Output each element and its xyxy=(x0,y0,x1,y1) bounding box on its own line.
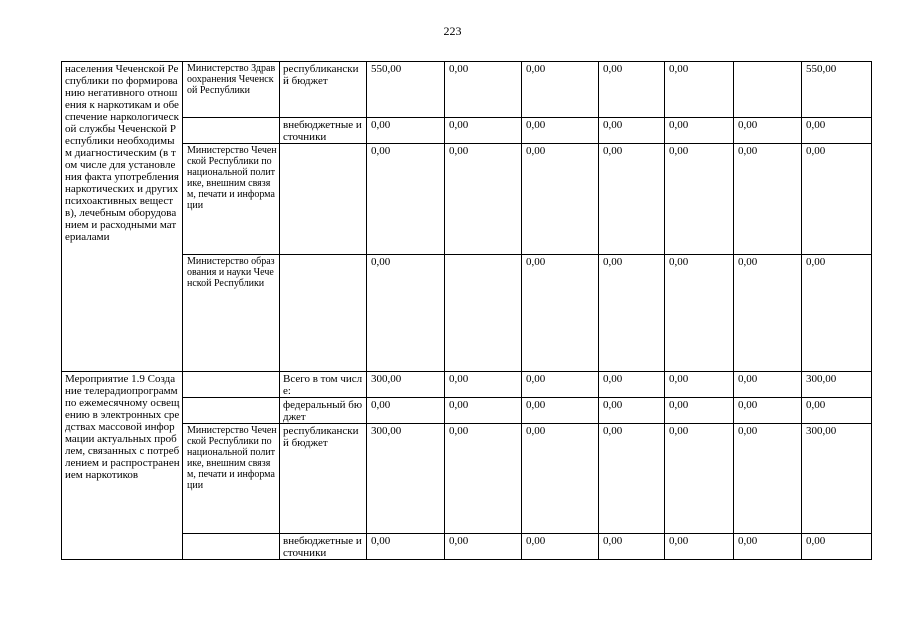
ministry-cell: Министерство Чеченской Республики по национальной политике, внешним связям, печати и информации xyxy=(183,424,280,534)
value-cell xyxy=(445,255,522,372)
value-cell: 0,00 xyxy=(665,118,734,144)
value-cell: 0,00 xyxy=(445,118,522,144)
value-cell: 0,00 xyxy=(802,534,872,560)
value-cell: 0,00 xyxy=(599,534,665,560)
value-cell: 0,00 xyxy=(522,255,599,372)
value-cell: 0,00 xyxy=(599,255,665,372)
value-cell: 0,00 xyxy=(599,372,665,398)
value-cell: 0,00 xyxy=(522,534,599,560)
funding-source-cell: внебюджетные источники xyxy=(280,534,367,560)
value-cell: 0,00 xyxy=(599,398,665,424)
value-cell: 0,00 xyxy=(367,118,445,144)
value-cell: 300,00 xyxy=(367,372,445,398)
value-cell: 0,00 xyxy=(734,255,802,372)
page-number: 223 xyxy=(443,24,462,38)
value-cell: 0,00 xyxy=(802,398,872,424)
value-cell xyxy=(734,62,802,118)
budget-table xyxy=(61,61,872,560)
value-cell: 0,00 xyxy=(522,118,599,144)
value-cell: 550,00 xyxy=(802,62,872,118)
value-cell: 0,00 xyxy=(367,144,445,255)
value-cell: 0,00 xyxy=(367,398,445,424)
ministry-cell xyxy=(183,118,280,144)
table-row xyxy=(62,62,872,118)
value-cell: 300,00 xyxy=(802,424,872,534)
value-cell: 0,00 xyxy=(734,372,802,398)
table-row xyxy=(62,372,872,398)
table-row xyxy=(62,144,872,255)
table-row xyxy=(62,398,872,424)
value-cell: 0,00 xyxy=(445,398,522,424)
value-cell: 0,00 xyxy=(522,372,599,398)
value-cell: 0,00 xyxy=(367,255,445,372)
value-cell: 0,00 xyxy=(522,424,599,534)
table-row xyxy=(62,255,872,372)
funding-source-cell xyxy=(280,255,367,372)
value-cell: 0,00 xyxy=(665,372,734,398)
value-cell: 0,00 xyxy=(734,398,802,424)
funding-source-cell: Всего в том числе: xyxy=(280,372,367,398)
table-row xyxy=(62,424,872,534)
funding-source-cell: республиканский бюджет xyxy=(280,62,367,118)
value-cell: 0,00 xyxy=(599,144,665,255)
ministry-cell xyxy=(183,534,280,560)
ministry-cell xyxy=(183,398,280,424)
value-cell: 0,00 xyxy=(665,255,734,372)
value-cell: 0,00 xyxy=(665,534,734,560)
value-cell: 0,00 xyxy=(445,144,522,255)
value-cell: 0,00 xyxy=(522,398,599,424)
value-cell: 0,00 xyxy=(445,534,522,560)
funding-source-cell xyxy=(280,144,367,255)
value-cell: 0,00 xyxy=(599,62,665,118)
value-cell: 0,00 xyxy=(445,62,522,118)
value-cell: 550,00 xyxy=(367,62,445,118)
value-cell: 0,00 xyxy=(522,62,599,118)
value-cell: 0,00 xyxy=(665,62,734,118)
value-cell: 0,00 xyxy=(665,398,734,424)
value-cell: 0,00 xyxy=(734,424,802,534)
value-cell: 0,00 xyxy=(445,424,522,534)
value-cell: 0,00 xyxy=(445,372,522,398)
value-cell: 0,00 xyxy=(802,118,872,144)
value-cell: 0,00 xyxy=(367,534,445,560)
value-cell: 0,00 xyxy=(522,144,599,255)
table-row xyxy=(62,534,872,560)
value-cell: 0,00 xyxy=(734,144,802,255)
funding-source-cell: федеральный бюджет xyxy=(280,398,367,424)
value-cell: 0,00 xyxy=(734,118,802,144)
ministry-cell: Министерство образования и науки Чеченской Республики xyxy=(183,255,280,372)
ministry-cell: Министерство Здравоохранения Чеченской Республики xyxy=(183,62,280,118)
event-description-cell: населения Чеченской Республики по формированию негативного отношения к наркотикам и обеспечение наркологической службы Чеченской Республики необходимым диагностическим (в том числе для установления факта употребления наркотических и других психоактивных веществ), лечебным оборудованием и расходными материалами xyxy=(62,62,183,372)
funding-source-cell: республиканский бюджет xyxy=(280,424,367,534)
funding-source-cell: внебюджетные источники xyxy=(280,118,367,144)
value-cell: 0,00 xyxy=(734,534,802,560)
table-row xyxy=(62,118,872,144)
ministry-cell xyxy=(183,372,280,398)
value-cell: 0,00 xyxy=(599,424,665,534)
value-cell: 0,00 xyxy=(802,255,872,372)
value-cell: 0,00 xyxy=(599,118,665,144)
value-cell: 300,00 xyxy=(802,372,872,398)
value-cell: 0,00 xyxy=(802,144,872,255)
value-cell: 0,00 xyxy=(665,144,734,255)
value-cell: 300,00 xyxy=(367,424,445,534)
value-cell: 0,00 xyxy=(665,424,734,534)
ministry-cell: Министерство Чеченской Республики по национальной политике, внешним связям, печати и информации xyxy=(183,144,280,255)
event-description-cell: Мероприятие 1.9 Создание телерадиопрограмм по ежемесячному освещению в электронных средствах массовой информации актуальных проблем, связанных с потреблением и распространением наркотиков xyxy=(62,372,183,560)
